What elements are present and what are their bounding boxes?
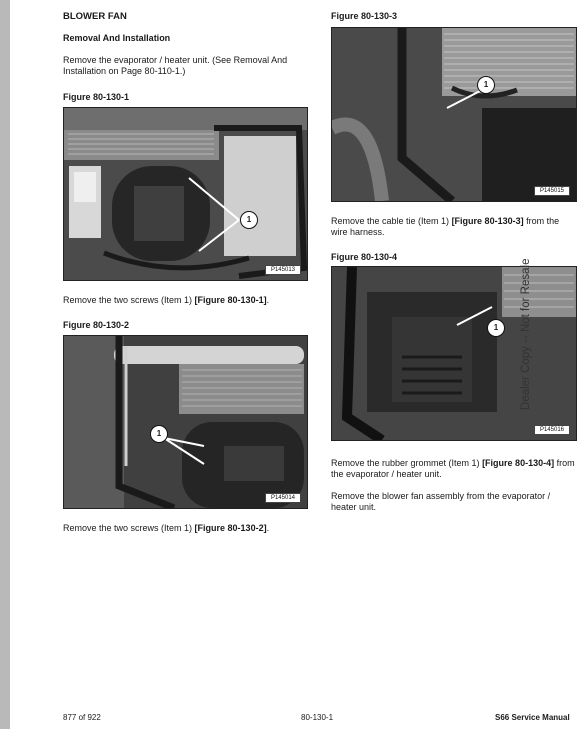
- step-5-text: Remove the blower fan assembly from the evaporator / heater unit.: [331, 491, 551, 512]
- intro-text: Remove the evaporator / heater unit. (See Removal And Installation on Page 80-110-1.): [63, 55, 288, 76]
- step-1-body: Remove the two screws (Item 1): [63, 295, 195, 305]
- dealer-copy-watermark: Dealer Copy -- Not for Resale: [520, 258, 532, 410]
- figure-3-id: P145015: [534, 186, 570, 196]
- figure-4-id: P145016: [534, 425, 570, 435]
- figure-3-caption: Figure 80-130-3: [331, 11, 398, 21]
- figure-2-caption: Figure 80-130-2: [63, 320, 130, 330]
- footer-page-count: 877 of 922: [63, 713, 101, 722]
- step-2-body: Remove the two screws (Item 1): [63, 523, 195, 533]
- subsection-title: Removal And Installation: [63, 33, 171, 43]
- figure-2-id: P145014: [265, 493, 301, 503]
- step-1-text: [63, 295, 269, 306]
- figure-1-photo: [63, 107, 308, 281]
- step-3-end: from the wire harness.: [331, 216, 560, 237]
- figure-1-id: P145013: [265, 265, 301, 275]
- step-3-body: Remove the cable tie (Item 1): [331, 216, 452, 226]
- step-2-text: [63, 523, 269, 534]
- figure-1-caption: Figure 80-130-1: [63, 92, 130, 102]
- step-4-body: Remove the rubber grommet (Item 1): [331, 458, 483, 468]
- step-2-figure-ref: [Figure 80-130-2]: [194, 523, 267, 533]
- figure-3-callout: 1: [477, 76, 495, 94]
- figure-4-illustration: [332, 258, 576, 440]
- page-binding-edge: [0, 0, 10, 729]
- step-4-text: [331, 458, 575, 480]
- step-4-end: from the evaporator / heater unit.: [331, 458, 575, 479]
- step-4-figure-ref: [Figure 80-130-4]: [482, 458, 555, 468]
- step-2-end: .: [266, 523, 270, 533]
- figure-3-illustration: [332, 28, 576, 201]
- figure-3-photo: [331, 27, 577, 202]
- figure-2-photo: [63, 335, 308, 509]
- figure-2-illustration: [64, 336, 307, 508]
- footer-page-number: 80-130-1: [301, 713, 334, 722]
- step-1-end: .: [266, 295, 270, 305]
- figure-4-caption: Figure 80-130-4: [331, 252, 398, 262]
- step-3-text: [331, 216, 575, 238]
- figure-2-callout: 1: [150, 425, 168, 443]
- step-3-figure-ref: [Figure 80-130-3]: [451, 216, 524, 226]
- step-1-figure-ref: [Figure 80-130-1]: [194, 295, 267, 305]
- section-title: BLOWER FAN: [63, 11, 127, 22]
- footer-manual-title: S66 Service Manual: [495, 713, 570, 722]
- figure-1-callout: 1: [240, 211, 258, 229]
- figure-4-photo: [331, 258, 577, 441]
- figure-1-illustration: [64, 108, 307, 280]
- figure-4-callout: 1: [487, 319, 505, 337]
